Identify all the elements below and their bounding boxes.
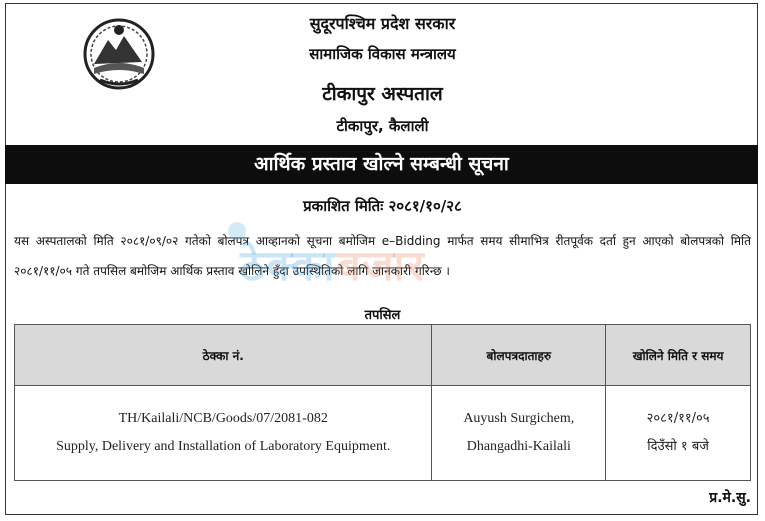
header-bidders: बोलपत्रदाताहरु	[432, 325, 606, 386]
open-cell	[606, 386, 751, 481]
bidder-place: Dhangadhi-Kailali	[466, 439, 571, 454]
contract-cell	[15, 386, 432, 481]
header-contract-no: ठेक्का नं.	[15, 325, 432, 386]
watermark-part1: ठेक्का	[240, 241, 337, 290]
hospital-name: टीकापुर अस्पताल	[322, 83, 443, 105]
bidder-cell	[432, 386, 606, 481]
province-name: सुदूरपश्चिम प्रदेश सरकार	[309, 14, 456, 33]
published-date: प्रकाशित मितिः २०८१/१०/२८	[303, 197, 462, 215]
table-header-row	[15, 325, 751, 386]
open-time: दिउँसो १ बजे	[647, 439, 709, 454]
table-row	[15, 386, 751, 481]
bidder-name: Auyush Surgichem,	[463, 411, 575, 426]
open-date: २०८१/११/०५	[646, 411, 710, 426]
table-title: तपसिल	[364, 308, 401, 323]
notice-body: यस अस्पतालको मिति २०८१/०९/०२ गतेको बोलपत्र आव्हानको सूचना बमोजिम e–Bidding मार्फत समय सीमाभित्र रीतपूर्वक दर्ता हुन आएको बोलपत्रको मिति २०८१/११/०५ गते तपसिल बमोजिम आर्थिक प्रस्ताव खोलिने हुँदा उपस्थितिको लागि जानकारी गरिन्छ ।	[14, 234, 751, 278]
bid-table	[14, 324, 751, 481]
contract-description: Supply, Delivery and Installation of Laboratory Equipment.	[56, 439, 391, 454]
watermark-part2: बजार	[336, 241, 426, 290]
hospital-location: टीकापुर, कैलाली	[336, 117, 429, 135]
notice-title: आर्थिक प्रस्ताव खोल्ने सम्बन्धी सूचना	[5, 145, 758, 184]
header-open-datetime: खोलिने मिति र समय	[606, 325, 751, 386]
watermark-dot	[228, 222, 246, 240]
ministry-name: सामाजिक विकास मन्त्रालय	[309, 45, 456, 63]
signatory: प्र.मे.सु.	[709, 490, 751, 506]
contract-number: TH/Kailali/NCB/Goods/07/2081-082	[118, 411, 328, 426]
